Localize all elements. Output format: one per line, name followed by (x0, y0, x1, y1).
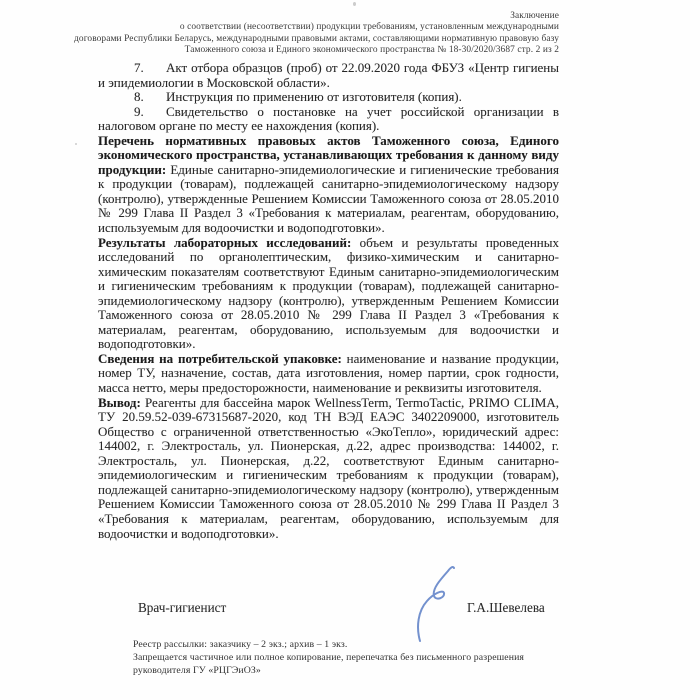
signature-row (0, 600, 700, 620)
footer-line-copy-restriction: Запрещается частичное или полное копирование, перепечатка без письменного разрешения (133, 652, 525, 664)
header-line-title: Заключение (510, 11, 559, 21)
paragraph-lead: Сведения на потребительской упаковке: (98, 350, 342, 366)
paragraph-body: наименование и название продукции, номер ТУ, назначение, состав, дата изготовления, номер партии, срок годности, масса нетто, меры предосторожности, наименование и реквизиты изготовителя. (98, 350, 560, 396)
paragraph-lead: Перечень нормативных правовых актов Таможенного союза, Единого экономического пространства, устанавливающих требования к данному виду продукции: (98, 132, 559, 177)
footer-line-copy-restriction: руководителя ГУ «РЦГЭиОЗ» (133, 665, 261, 677)
item-text: Свидетельство о постановке на учет российской организации в налоговом органе по месту ее нахождения (копия). (98, 103, 559, 134)
footer-line-distribution: Реестр рассылки: заказчику – 2 экз.; архив – 1 экз. (133, 639, 348, 650)
paragraph-packaging-info (98, 352, 559, 396)
signature-name: Г.А.Шевелева (467, 600, 545, 615)
item-text: Акт отбора образцов (проб) от 22.09.2020 года ФБУЗ «Центр гигиены и эпидемиологии в Московской области». (98, 60, 559, 90)
item-number: 9. (134, 103, 144, 119)
paragraph-lead: Вывод: (98, 394, 141, 410)
item-number: 7. (134, 60, 144, 75)
document-body (98, 61, 559, 541)
header-line-docnumber: Таможенного союза и Единого экономического пространства № 18-30/2020/3687 стр. 2 из 2 (184, 44, 559, 55)
list-item (98, 105, 559, 134)
list-item (98, 90, 559, 105)
header-line: о соответствии (несоответствии) продукции требованиям, установленным международными (179, 22, 559, 33)
header-line: договорами Республики Беларусь, международными правовыми актами, составляющими нормативную правовую базу (74, 33, 559, 44)
signature-role: Врач-гигиенист (138, 600, 227, 615)
paragraph-conclusion (98, 396, 559, 541)
scan-speckle (353, 2, 356, 6)
paragraph-body: объем и результаты проведенных исследований по органолептическим, физико-химическим и санитарно-химическим показателям соответствуют Единым санитарно-эпидемиологическим и гигиеническим требованиям к продукции (товарам), подлежащей санитарно-эпидемиологическому надзору (контролю), утвержденным Решением Комиссии Таможенного союза от 28.05.2010 № 299 Глава II Раздел 3 «Требования к материалам, реагентам, оборудованию, используемым для водоочистки и водоподготовки». (98, 234, 559, 352)
scan-speckle (75, 143, 77, 145)
paragraph-lab-results (98, 236, 559, 352)
paragraph-body: Реагенты для бассейна марок WellnessTerm, TermoTactic, PRIMO CLIMA, ТУ 20.59.52-039-67315687-2020, код ТН ВЭД ЕАЭС 3402209000, изготовитель Общество с ограниченной ответственностью «ЭкоТепло», юридический адрес: 144002, г. Электросталь, ул. Пионерская, д.22, адрес производства: 144002, г. Электросталь, ул. Пионерская, д.22, соответствуют Единым санитарно-эпидемиологическим и гигиеническим требованиям к продукции (товарам), подлежащей санитарно-эпидемиологическому надзору (контролю), утвержденным Решением Комиссии Таможенного союза от 28.05.2010 № 299 Глава II Раздел 3 «Требования к материалам, реагентам, оборудованию, используемым для водоочистки и водоподготовки». (98, 394, 559, 541)
paragraph-normative-acts (98, 134, 559, 236)
paragraph-body: Единые санитарно-эпидемиологические и гигиенические требования к продукции (товарам), подлежащей санитарно-эпидемиологическому надзору (контролю), утвержденные Решением Комиссии Таможенного союза от 28.05.2010 № 299 Глава II Раздел 3 «Требования к материалам, реагентам, оборудованию, используемым для водоочистки и водоподготовки». (98, 161, 559, 236)
document-footer (133, 638, 593, 678)
paragraph-lead: Результаты лабораторных исследований: (98, 234, 352, 250)
item-number: 8. (134, 89, 144, 105)
list-item (98, 61, 559, 90)
document-header (40, 11, 559, 56)
item-text: Инструкция по применению от изготовителя (копия). (166, 89, 462, 105)
